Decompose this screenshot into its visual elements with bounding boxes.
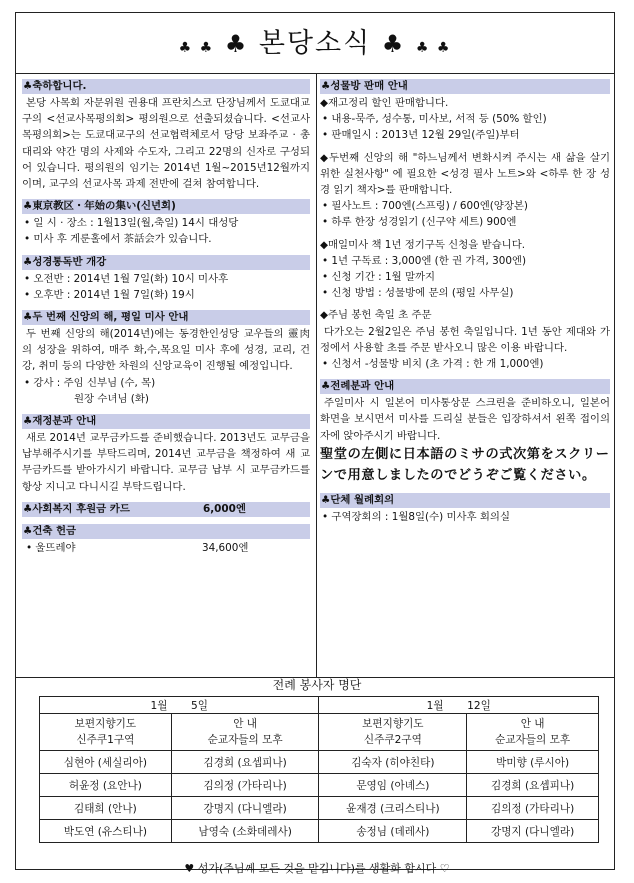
name-cell: 박미향 (루시아) bbox=[467, 751, 599, 774]
section-heading: ♣東京教区・年始の集い(신년회) bbox=[22, 199, 310, 214]
name-cell: 허윤정 (요안나) bbox=[40, 774, 172, 797]
table-row bbox=[40, 820, 599, 843]
section-body: 본당 사목회 자문위원 권용대 프란치스코 단장님께서 도쿄대교구의 <선교사목평의회> 평의원으로 선출되셨습니다. <선교사목평의회>는 도쿄대교구의 선교협력체로서 당당 보좌주교 · 총대리와 약간 명의 사제와 수도자, 그리고 22명의 신자로 구성되어 있습니다. 평의원의 임기는 2014년 1월~2015년12월까지이며, 교구의 선교사목 과제 전반에 걸쳐 참여합니다. bbox=[22, 97, 310, 191]
name-cell: 김경희 (요셉피나) bbox=[467, 774, 599, 797]
shop-section bbox=[320, 79, 610, 372]
section-body: 두 번째 신앙의 해(2014년)에는 동경한인성당 교우들의 靈肉의 성장을 위하여, 매주 화,수,목요일 미사 후에 성경, 교리, 건강, 취미 등의 다양한 차원의 신앙교육이 진행될 예정입니다. bbox=[22, 328, 310, 373]
welfare-amount: 6,000엔 bbox=[203, 502, 246, 515]
name-cell: 윤재경 (크리스티나) bbox=[319, 797, 467, 820]
section-heading: ♣두 번째 신앙의 해, 평일 미사 안내 bbox=[22, 310, 310, 325]
role-group: 순교자들의 모후 bbox=[207, 734, 283, 746]
welfare-section bbox=[22, 502, 310, 517]
section-heading: ♣성경통독반 개강 bbox=[22, 255, 310, 270]
section-heading: ♣성물방 판매 안내 bbox=[320, 79, 610, 94]
club-decoration-right: ♣ ♣ bbox=[415, 40, 452, 56]
role-group: 신주쿠1구역 bbox=[76, 734, 135, 746]
list-item: • 일 시 · 장소 : 1월13일(월,축일) 14시 대성당 bbox=[24, 217, 239, 230]
table-row bbox=[40, 714, 599, 751]
list-item: • 신청서 -성물방 비치 (초 가격 : 한 개 1,000엔) bbox=[322, 358, 544, 371]
right-column bbox=[320, 79, 610, 532]
name-cell: 김경희 (요셉피나) bbox=[171, 751, 319, 774]
list-item: • 하루 한장 성경읽기 (신구약 세트) 900엔 bbox=[322, 216, 517, 229]
section-heading: ♣재정분과 안내 bbox=[22, 414, 310, 429]
name-cell: 남영숙 (소화데레사) bbox=[171, 820, 319, 843]
name-cell: 강명지 (다니엘라) bbox=[171, 797, 319, 820]
name-cell: 문영임 (아녜스) bbox=[319, 774, 467, 797]
building-section bbox=[22, 524, 310, 556]
sub-heading: ◆매일미사 책 1년 정기구독 신청을 받습니다. bbox=[320, 238, 526, 251]
roster-title: 전례 봉사자 명단 bbox=[272, 678, 362, 692]
sub-heading: ◆두번째 신앙의 해 "하느님께서 변화시켜 주시는 새 삶을 살기 위한 실천사항" 에 필요한 <성경 필사 노트>와 <하루 한 장 성경 읽기 책자>를 판매합니다. bbox=[320, 151, 610, 197]
role-name: 보편지향기도 bbox=[74, 718, 137, 730]
bible-section bbox=[22, 255, 310, 303]
section-body: 주일미사 시 일본어 미사통상문 스크린을 준비하오니, 일본어 화면을 보시면서 미사를 드리실 분들은 입장하셔서 왼쪽 접이의자에 앉아주시기 바랍니다. bbox=[320, 397, 610, 442]
roster-table bbox=[39, 696, 599, 843]
faith-section bbox=[22, 310, 310, 407]
list-item: • 구역장회의 : 1월8일(수) 미사후 회의실 bbox=[322, 510, 510, 523]
club-icon-right: ♣ bbox=[381, 30, 406, 58]
liturgy-section bbox=[320, 379, 610, 486]
name-cell: 송정님 (데레사) bbox=[319, 820, 467, 843]
table-row bbox=[40, 751, 599, 774]
section-body: 새로 2014년 교무금카드를 준비했습니다. 2013년도 교무금을 납부해주시기를 부탁드리며, 2014년 교무금을 책정하여 새 교무금카드를 받아가시기 바랍니다. 교무금 납부 시 교무금카드를 항상 지니고 다니시길 부탁드립니다. bbox=[22, 432, 310, 493]
title-text: 본당소식 bbox=[258, 28, 372, 59]
list-item: • 필사노트 : 700엔(스프링) / 600엔(양장본) bbox=[322, 200, 528, 213]
table-row bbox=[40, 697, 599, 714]
donor-name: • 울뜨레야 bbox=[26, 541, 76, 554]
welfare-label: ♣사회복지 후원금 카드 bbox=[23, 502, 130, 515]
table-row bbox=[40, 774, 599, 797]
newyear-section bbox=[22, 199, 310, 247]
list-item: • 신청 기간 : 1월 말까지 bbox=[322, 271, 436, 284]
club-icon-left: ♣ bbox=[224, 30, 249, 58]
left-column bbox=[22, 79, 310, 563]
list-item: • 강사 : 주임 신부님 (수, 목) bbox=[24, 376, 156, 389]
table-row bbox=[40, 797, 599, 820]
role-cell bbox=[467, 714, 599, 751]
name-cell: 박도연 (유스티나) bbox=[40, 820, 172, 843]
list-item bbox=[22, 540, 310, 556]
list-item: • 판매일시 : 2013년 12월 29일(주일)부터 bbox=[322, 129, 520, 142]
name-cell: 강명지 (다니엘라) bbox=[467, 820, 599, 843]
role-cell bbox=[171, 714, 319, 751]
page-title bbox=[16, 21, 614, 60]
name-cell: 김태희 (안나) bbox=[40, 797, 172, 820]
list-item: 원장 수녀님 (화) bbox=[74, 392, 149, 405]
name-cell: 김의정 (가타리나) bbox=[171, 774, 319, 797]
section-heading: ♣축하합니다. bbox=[22, 79, 310, 94]
name-cell: 심현아 (세실리아) bbox=[40, 751, 172, 774]
date-month: 1월 bbox=[150, 699, 168, 712]
list-item: • 오전반 : 2014년 1월 7일(화) 10시 미사후 bbox=[24, 272, 229, 285]
role-cell bbox=[40, 714, 172, 751]
section-heading bbox=[22, 502, 310, 517]
role-cell bbox=[319, 714, 467, 751]
column-divider bbox=[316, 73, 317, 677]
date-day: 12일 bbox=[467, 699, 491, 712]
name-cell: 김의정 (가타리나) bbox=[467, 797, 599, 820]
date-cell bbox=[319, 697, 599, 714]
sub-heading: ◆재고정리 할인 판매합니다. bbox=[320, 97, 449, 109]
name-cell: 김숙자 (히야친타) bbox=[319, 751, 467, 774]
role-group: 순교자들의 모후 bbox=[495, 734, 571, 746]
footer-slogan: ♥ 성가(주님께 모든 것을 맡깁니다)를 생활화 합시다 ♡ bbox=[184, 862, 450, 875]
role-group: 신주쿠2구역 bbox=[363, 734, 422, 746]
club-decoration-left: ♣ ♣ bbox=[178, 40, 215, 56]
section-heading: ♣단체 월례회의 bbox=[320, 493, 610, 508]
list-item: • 오후반 : 2014년 1월 7일(화) 19시 bbox=[24, 288, 195, 301]
title-divider bbox=[16, 73, 614, 74]
role-name: 보편지향기도 bbox=[362, 718, 424, 730]
list-item: • 내용-묵주, 성수통, 미사보, 서적 등 (50% 할인) bbox=[322, 113, 547, 126]
date-cell bbox=[40, 697, 319, 714]
japanese-notice: 聖堂の左側に日本語のミサの式次第をスクリーンで用意しましたのでどうぞご覧ください。 bbox=[320, 446, 610, 483]
list-item: • 1년 구독료 : 3,000엔 (한 권 가격, 300엔) bbox=[322, 254, 527, 267]
list-item: • 미사 후 게룬홀에서 茶話会가 있습니다. bbox=[24, 233, 212, 246]
donation-amount: 34,600엔 bbox=[202, 541, 249, 554]
sub-heading: ◆주님 봉헌 축일 초 주문 bbox=[320, 309, 432, 322]
section-heading: ♣건축 헌금 bbox=[22, 524, 310, 539]
role-name: 안 내 bbox=[520, 718, 545, 730]
finance-section bbox=[22, 414, 310, 495]
date-month: 1월 bbox=[426, 699, 444, 712]
group-section bbox=[320, 493, 610, 525]
list-item: • 신청 방법 : 성물방에 문의 (평일 사무실) bbox=[322, 287, 514, 300]
date-day: 5일 bbox=[191, 699, 209, 712]
section-heading: ♣전례분과 안내 bbox=[320, 379, 610, 394]
congrats-section bbox=[22, 79, 310, 192]
role-name: 안 내 bbox=[233, 718, 258, 730]
section-body: 다가오는 2월2일은 주님 봉헌 축일입니다. 1년 동안 제대와 가정에서 사용할 초를 주문 받사오니 많은 이용 바랍니다. bbox=[320, 325, 610, 354]
